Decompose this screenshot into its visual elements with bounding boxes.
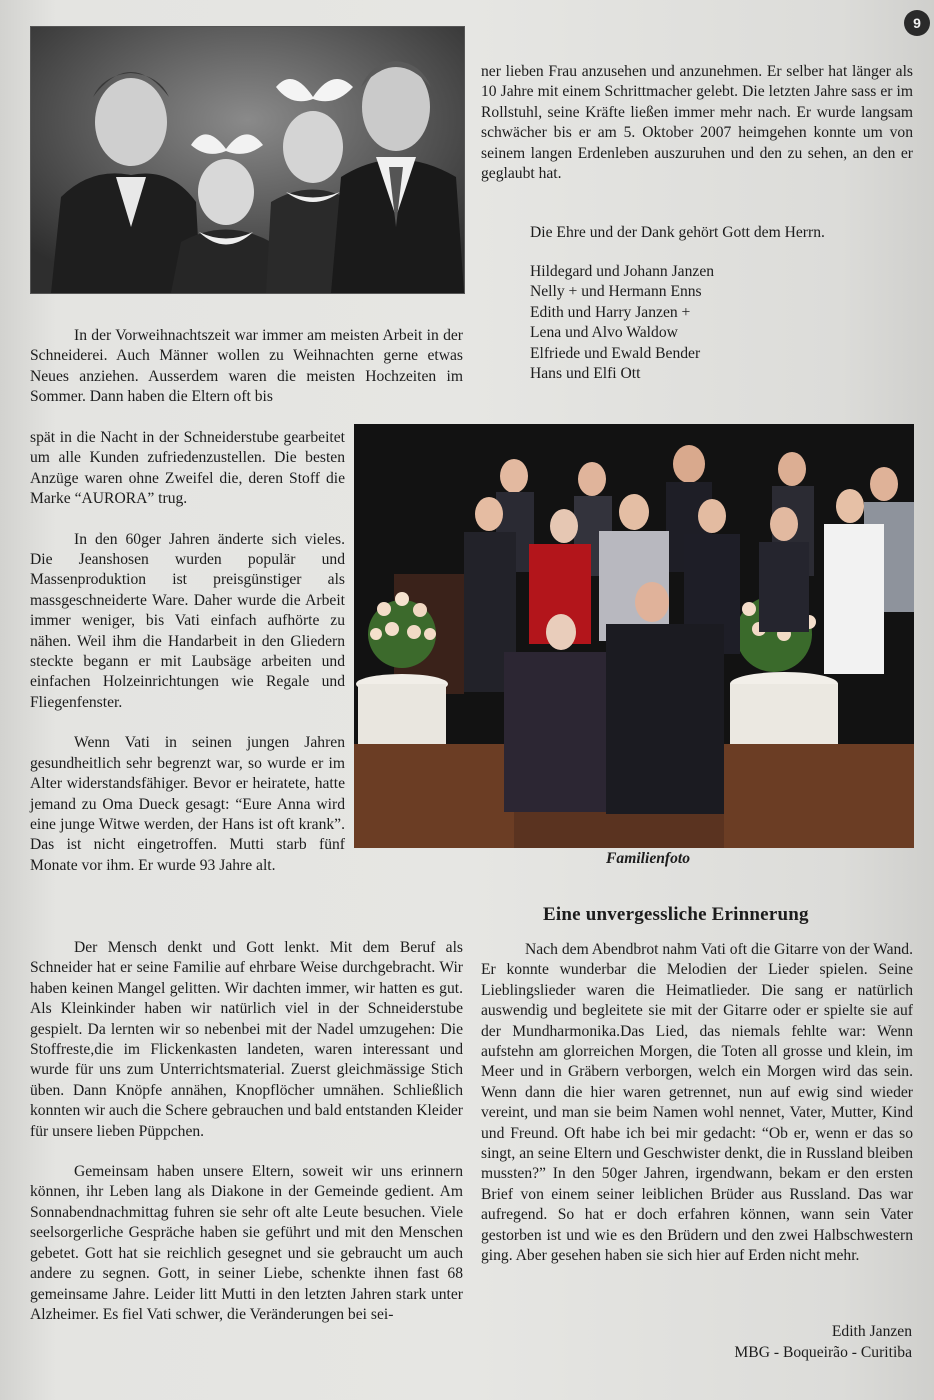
page-number-badge: 9 [904,10,930,36]
family-name-entry: Edith und Harry Janzen + [530,303,691,321]
photo-caption: Familienfoto [606,850,691,867]
paragraph: Nach dem Abendbrot nahm Vati oft die Gitarre von der Wand. Er konnte wunderbar die Melodien der Lieder spielen. Seine Lieblingslieder waren die Heimatlieder. Die sang er natürlich auswendig und begleitete sie mit der Gitarre oder er spielte sie auf der Mundharmonika.Das Lied, das niemals fehlte war: Wenn aufstehn am glorreichen Morgen, die Toten all grosse und klein, im Meer und in Gräbern verborgen, welch ein Morgen wird das sein. Wenn dann die hier waren getrennet, nun auf ewig sind wieder vereint, und man sie beim Namen wohl nennet, Vater, Mutter, Kind und Freund. Oft habe ich bei mir gedacht: “Ob er, wenn er das so singt, an seine Eltern und Geschwister denkt, die in Russland bleiben mussten?” In den 50ger Jahren, irgendwann, bekam er den ersten Brief von einem seiner leiblichen Brüder aus Russland. Das war aufregend. So hat er doch erfahren können, wann sein Vater gestorben ist und wie es den Brüdern und den zwei Halbschwestern ging. Aber gesehen haben sie sich hier auf Erden nicht mehr. [481,941,913,1265]
family-name-entry: Elfriede und Ewald Bender [530,344,701,362]
author-affiliation: MBG - Boqueirão - Curitiba [734,1344,912,1361]
family-name-entry: Hans und Elfi Ott [530,365,641,383]
thanks-line: Die Ehre und der Dank gehört Gott dem Herrn. [530,224,825,241]
paragraph: In den 60ger Jahren änderte sich vieles. Die Jeanshosen wurden populär und Massenproduktion ist preisgünstiger als massgeschneiderte Ware. Daher wurde die Arbeit immer weniger, bis Vati einfach aufhörte zu nähen. Weil ihm die Handarbeit in den Gliedern steckte begann er mit Laubsäge arbeiten und einfachen Holzeinrichtungen wie Regale und Fliegenfenster. [30,530,345,711]
section-heading: Eine unvergessliche Erinnerung [543,904,809,925]
family-name-entry: Hildegard und Johann Janzen [530,263,715,280]
author-name: Edith Janzen [831,1323,912,1340]
right-column-intro [481,62,913,184]
paragraph: In der Vorweihnachtszeit war immer am meisten Arbeit in der Schneiderei. Auch Männer wollen zu Weihnachten gerne etwas Neues anziehen. Ausserdem waren die meisten Hochzeiten im Sommer. Dann haben die Eltern oft bis [30,327,463,406]
left-column-bottom [30,938,463,1325]
left-column-intro [30,326,463,408]
family-group-photo [354,424,914,848]
family-names-list [530,262,714,384]
paragraph: ner lieben Frau anzusehen und anzunehmen. Er selber hat länger als 10 Jahre mit einem Schrittmacher gelebt. Die letzten Jahre sass er im Rollstuhl, seine Kräfte ließen immer mehr nach. Er wurde langsam schwächer bis er am 5. Oktober 2007 heimgehen konnte um von seinem langen Erdenleben auszuruhen und den zu sehen, an den er geglaubt hat. [481,63,913,183]
family-portrait-photo [30,26,465,294]
left-column-wrapped [30,428,345,876]
paragraph: spät in die Nacht in der Schneiderstube gearbeitet um alle Kunden zufriedenzustellen. Die besten Anzüge waren ohne Zweifel die, deren Stoff die Marke “AURORA” trug. [30,429,345,508]
paragraph: Der Mensch denkt und Gott lenkt. Mit dem Beruf als Schneider hat er seine Familie auf ehrbare Weise durchgebracht. Wir haben keinen Mangel gelitten. Wir dachten immer, wir hatten es gut. Als Kleinkinder haben wir natürlich viel in der Schneiderstube gespielt. Da lernten wir so nebenbei mit der Nadel umzugehen: Die Stoffreste,die im Flickenkasten landeten, waren interessant und wurde für uns zum Unterrichtsmaterial. Zuerst gleichmässige Stich üben. Dann Knöpfe annähen, Knopflöcher umnähen. Schließlich konnten wir auch die Schere gebrauchen und bald entstanden Kleider für unsere lieben Püppchen. [30,939,463,1140]
family-name-entry: Nelly + und Hermann Enns [530,283,702,301]
paragraph: Gemeinsam haben unsere Eltern, soweit wir uns erinnern können, ihr Leben lang als Diakone in der Gemeinde gedient. Am Sonnabendnachmittag fuhren sie sehr oft alte Leute besuchen. Viele seelsorgerliche Gespräche haben sie geführt und mit den Menschen gebetet. Gott hat sie reichlich gesegnet und sie gebraucht um auch andere zu segnen. Gott, in seiner Liebe, schenkte ihnen fast 68 gemeinsame Jahre. Leider litt Mutti in den letzten Jahren stark unter Alzheimer. Es fiel Vati schwer, die Veränderungen bei sei- [30,1163,463,1323]
paragraph: Wenn Vati in seinen jungen Jahren gesundheitlich sehr begrenzt war, so wurde er im Alter widerstandsfähiger. Bevor er heiratete, hatte jemand zu Oma Dueck gesagt: “Eure Anna wird eine junge Witwe werden, der Hans ist oft krank”. Das ist nicht eingetroffen. Mutti starb fünf Monate vor ihm. Er wurde 93 Jahre alt. [30,734,345,874]
family-name-entry: Lena und Alvo Waldow [530,324,678,342]
right-column-story [481,940,913,1267]
